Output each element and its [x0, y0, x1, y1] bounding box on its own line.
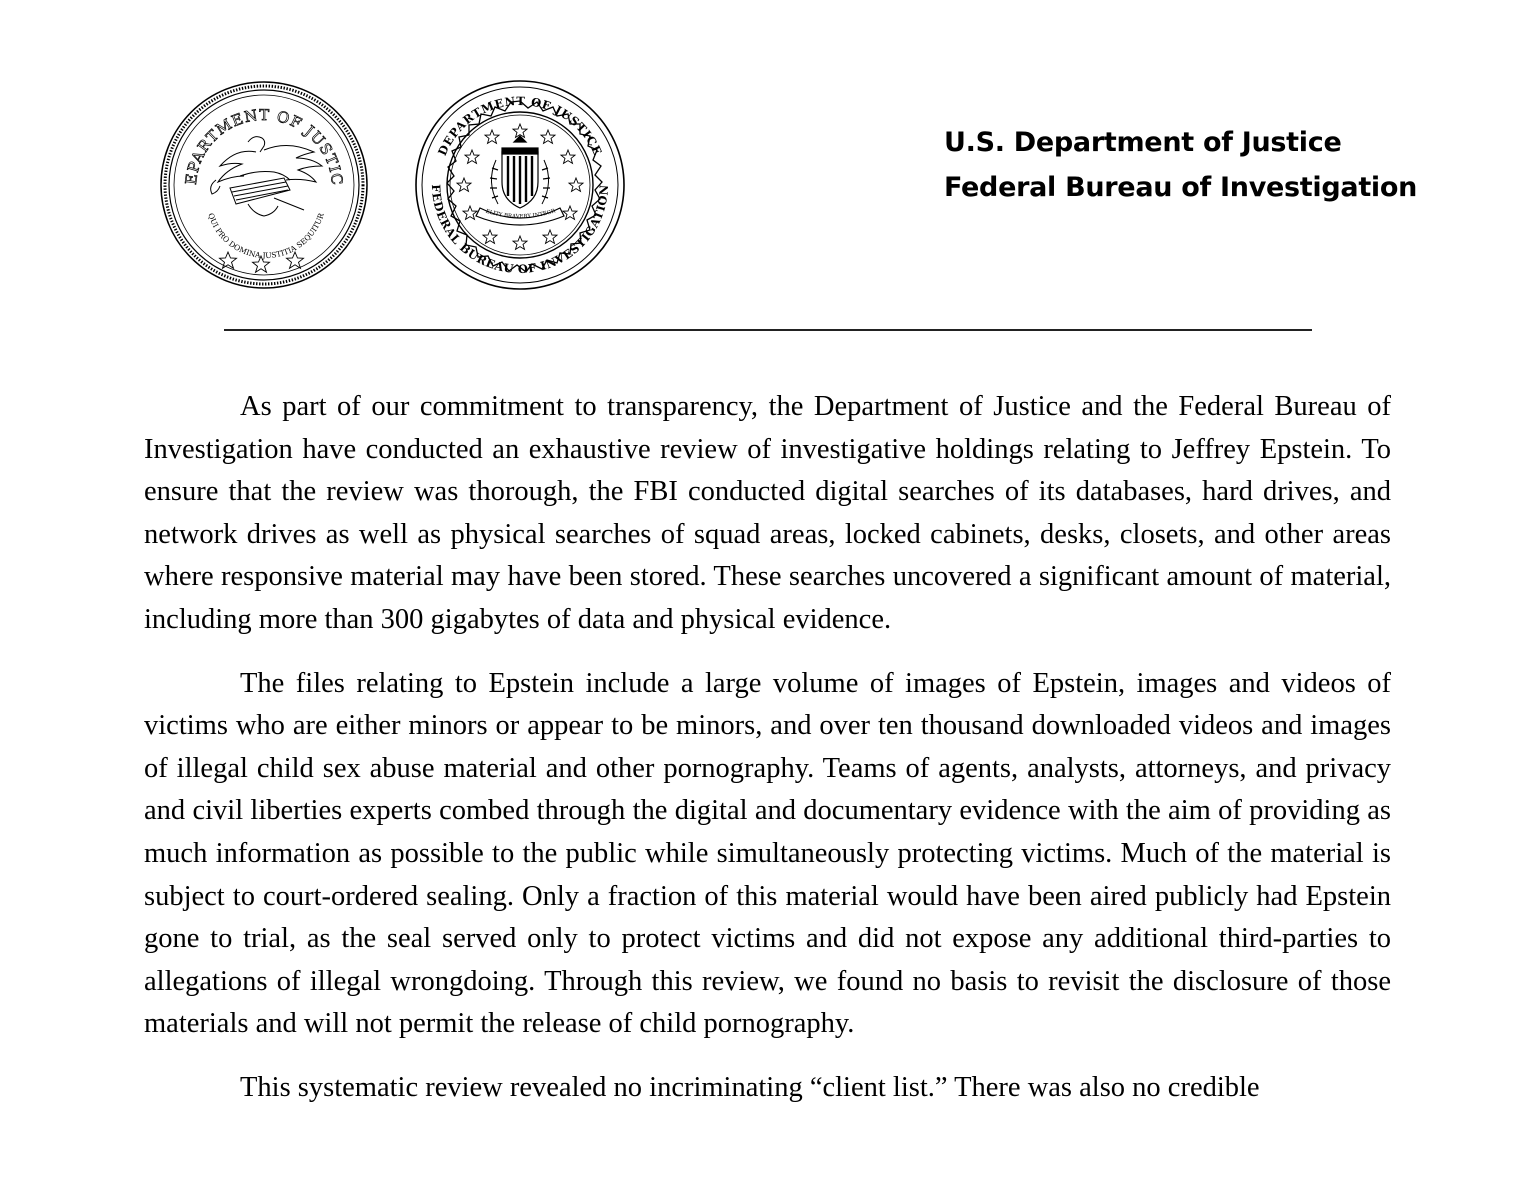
svg-text:FIDELITY BRAVERY INTEGRITY: ELITY BRAVERY INTEGR — [484, 208, 557, 221]
fbi-seal-icon — [410, 72, 630, 298]
doj-seal-icon — [156, 80, 372, 290]
svg-text:QUI PRO DOMINA JUSTITIA SEQUIT: QUI PRO DOMINA JUSTITIA SEQUITUR — [206, 211, 326, 261]
header-divider — [224, 329, 1312, 331]
letterhead — [944, 120, 1417, 210]
svg-text:DEPARTMENT OF JUSTICE: DEPARTMENT OF JUSTICE — [435, 93, 605, 158]
bureau-name: Federal Bureau of Investigation — [944, 172, 1418, 203]
svg-text:FEDERAL BUREAU OF INVESTIGATIO: FEDERAL BUREAU OF INVESTIGATION — [428, 183, 612, 277]
paragraph-2: The files relating to Epstein include a large volume of images of Epstein, images and videos of victims who are either minors or appear to be minors, and over ten thousand downloaded videos and images of illegal child sex abuse material and other pornography. Teams of agents, analysts, attorneys, and privacy and civil liberties experts combed through the digital and documentary evidence with the aim of providing as much information as possible to the public while simultaneously protecting victims. Much of the material is subject to court-ordered sealing. Only a fraction of this material would have been aired publicly had Epstein gone to trial, as the seal served only to protect victims and did not expose any additional third-parties to allegations of illegal wrongdoing. Through this review, we found no basis to revisit the disclosure of those materials and will not permit the release of child pornography. — [144, 667, 1391, 1040]
department-name: U.S. Department of Justice — [944, 127, 1342, 158]
svg-text:DEPARTMENT OF JUSTICE: EPARTMENT OF JUSTIC — [181, 105, 347, 187]
paragraph-1: As part of our commitment to transparency, the Department of Justice and the Federal Bureau of Investigation have conducted an exhaustive review of investigative holdings relating to Jeffrey Epstein. To ensure that the review was thorough, the FBI conducted digital searches of its databases, hard drives, and network drives as well as physical searches of squad areas, locked cabinets, desks, closets, and other areas where responsive material may have been stored. These searches uncovered a significant amount of material, including more than 300 gigabytes of data and physical evidence. — [144, 391, 1391, 635]
paragraph-3: This systematic review revealed no incriminating “client list.” There was also no credible — [240, 1071, 1260, 1103]
document-body — [144, 386, 1391, 1131]
